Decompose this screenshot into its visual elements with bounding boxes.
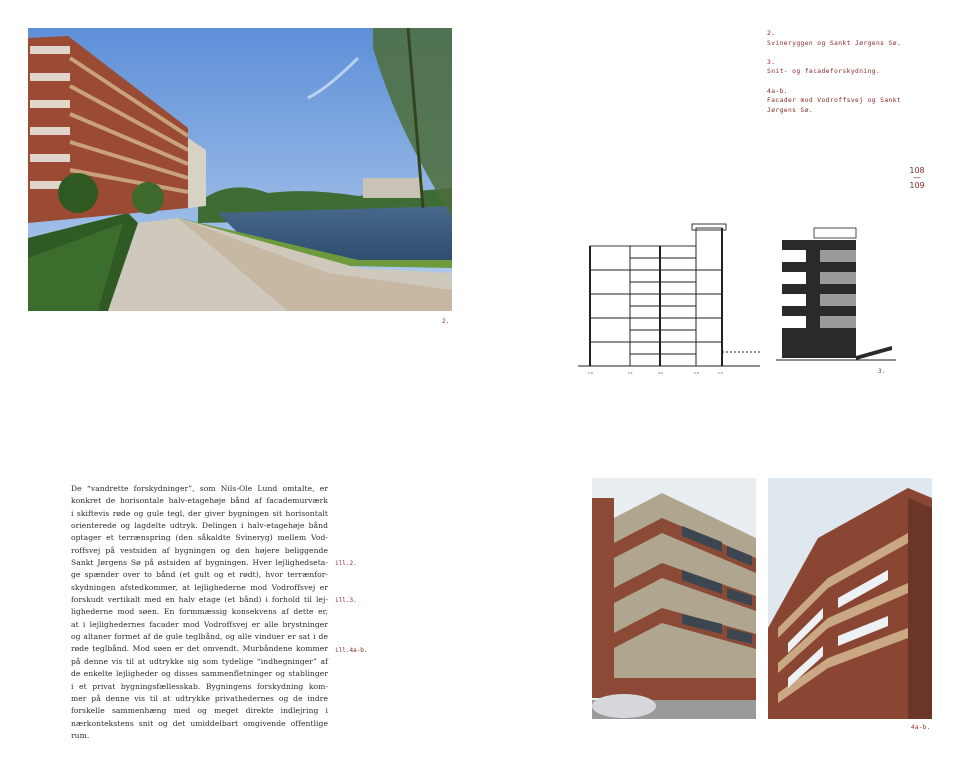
body-text-line: at i lejlighedernes facader mod Vodroffsvej er alle brystninger	[71, 619, 328, 629]
body-text-line: rum.	[71, 730, 90, 740]
svg-text:2.1: 2.1	[628, 371, 633, 375]
page-number-left: 108	[909, 166, 925, 175]
svg-text:2.0: 2.0	[694, 371, 699, 375]
body-text-line: nærkontekstens snit og det umiddelbart omgivende offentlige	[71, 718, 328, 728]
photo-svineryggen	[28, 28, 452, 311]
section-drawing	[578, 222, 760, 380]
body-text-line: forskelle sammenhæng med og meget direkte indlejring i	[71, 706, 328, 716]
figure-3-label: 3.	[878, 368, 886, 375]
body-text-line: forskudt vertikalt med en halv etage (et bånd) i forhold til lej-	[71, 595, 328, 605]
body-text-line: på denne vis til at udtrykke sig som tydelige “indhegninger” af	[71, 656, 328, 666]
caption-2-num: 2.	[767, 30, 776, 37]
body-text-line: De “vandrette forskydninger”, som Nils-Ole Lund omtalte, er	[71, 484, 328, 493]
figure-4-label: 4a-b.	[911, 724, 931, 731]
body-text-line: i et privat bygningsfællesskab. Bygningens forskydning kom-	[71, 681, 328, 691]
body-text	[71, 483, 328, 742]
page-number-right: 109	[909, 181, 925, 190]
margin-reference: ill.2.	[335, 560, 357, 568]
figure-captions	[767, 29, 907, 125]
svg-text:4.0: 4.0	[658, 371, 663, 375]
svg-text:1.0: 1.0	[588, 371, 593, 375]
caption-3-text: Snit- og facadeforskydning.	[767, 68, 881, 76]
caption-2	[767, 29, 907, 48]
facade-elevation-drawing	[776, 226, 896, 366]
body-text-line: orienterede og lagdelte udtryk. Delingen i halv-etagehøje bånd	[71, 521, 328, 531]
caption-4	[767, 87, 907, 116]
body-text-line: og altaner formet af de gule teglbånd, og alle vinduer er sat i de	[71, 632, 328, 642]
photo-facade-vodroffsvej	[592, 478, 756, 719]
figure-2-label: 2.	[442, 318, 450, 325]
caption-2-text: Svineryggen og Sankt Jørgens Sø.	[767, 39, 902, 47]
margin-reference: ill.4a-b.	[335, 646, 368, 654]
svg-text:1.2: 1.2	[718, 371, 723, 375]
body-text-line: lighederne mod søen. En formmæssig konsekvens af dette er,	[71, 607, 328, 617]
body-text-line: Sankt Jørgens Sø på østsiden af bygningen. Hver lejlighedseta-	[71, 558, 328, 568]
body-text-line: de enkelte lejligheder og disses sammenfletninger og stablinger	[71, 669, 328, 679]
photo-facade-soen	[768, 478, 932, 719]
caption-3-num: 3.	[767, 58, 776, 66]
caption-3	[767, 58, 907, 77]
body-text-line: roffsvej på vestsiden af bygningen og den højere beliggende	[71, 545, 328, 555]
body-text-line: i skiftevis røde og gule tegl, der giver bygningen sit horisontalt	[71, 508, 328, 518]
body-text-line: ge spænder over to bånd (et gult og et rødt), hvor terrænfor-	[71, 570, 328, 580]
caption-4-num: 4a-b.	[767, 87, 788, 95]
body-text-line: optager et terrænspring (den såkaldte Svineryg) mellem Vod-	[71, 533, 328, 543]
body-text-line: konkret de horisontale halv-etagehøje bånd af facademurværk	[71, 496, 328, 506]
body-text-line: røde teglbånd. Mod søen er det omvendt. Murbåndene kommer	[71, 644, 328, 654]
margin-reference: ill.3.	[335, 597, 357, 605]
page-numbers	[906, 166, 928, 190]
body-text-line: skydningen afstedkommer, at lejlighederne mod Vodroffsvej er	[71, 582, 328, 592]
page-number-dash: —	[913, 173, 921, 182]
body-text-line: mer på denne vis til at udtrykke privathedernes og de indre	[71, 693, 328, 703]
caption-4-text: Facader mod Vodroffsvej og Sankt Jørgens Sø.	[767, 97, 902, 114]
